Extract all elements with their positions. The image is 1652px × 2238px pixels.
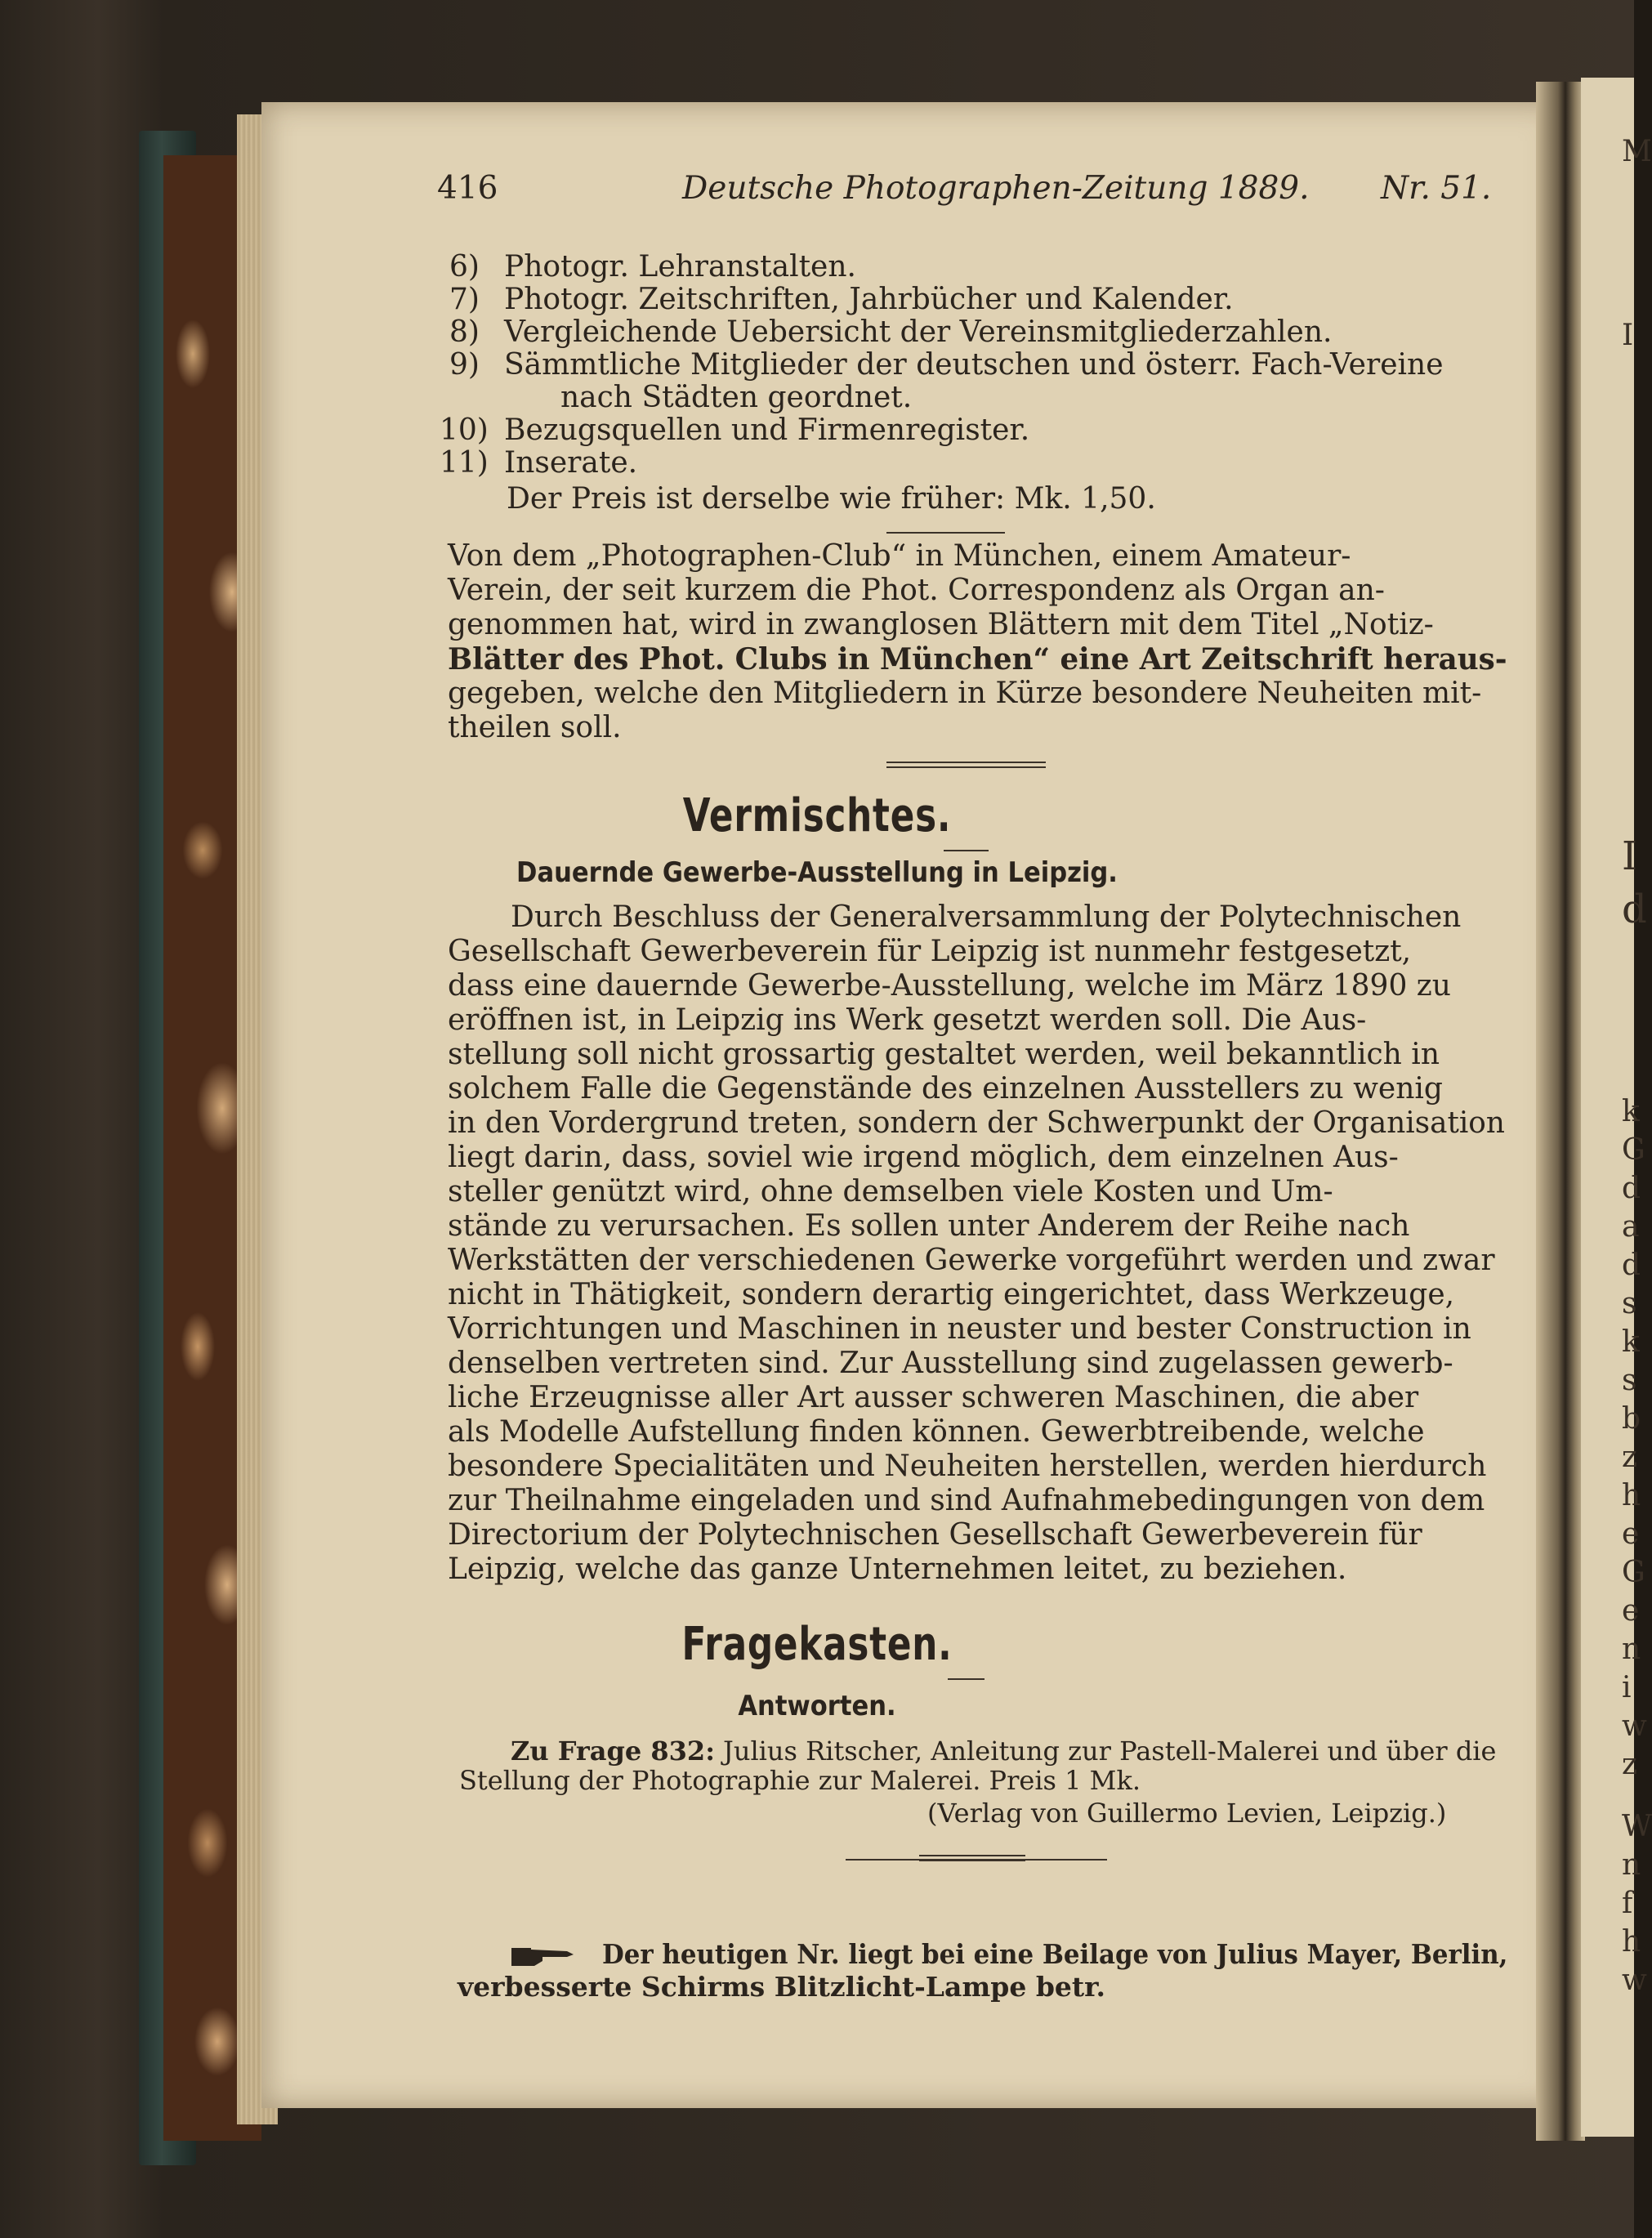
ornamental-rule-center [919,1855,1025,1861]
separator-rule [886,532,1005,534]
article-line: Werkstätten der verschiedenen Gewerke vorgeführt werden und zwar [448,1244,1495,1277]
pointing-hand-icon [510,1943,575,1971]
title-underline [944,850,989,851]
section-title-fragekasten: Fragekasten. [681,1618,953,1671]
edge-letter: s [1622,1287,1637,1320]
edge-letter: G [1622,1133,1645,1167]
article-line: als Modelle Aufstellung finden können. Gewerbtreibende, welche [448,1415,1425,1449]
answer-line: Julius Ritscher, Anleitung zur Pastell-Malerei und über die [723,1735,1497,1767]
article-line: solchem Falle die Gegenstände des einzelnen Ausstellers zu wenig [448,1072,1443,1106]
list-item: Photogr. Zeitschriften, Jahrbücher und Kalender. [504,283,1234,316]
edge-letter: z [1622,1748,1637,1781]
edge-letter: n [1622,1633,1641,1666]
list-number: 9) [449,348,480,382]
article-line: Leipzig, welche das ganze Unternehmen leitet, zu beziehen. [448,1552,1347,1586]
edge-letter: M [1622,135,1652,168]
edge-letter: w [1622,1963,1647,1997]
list-item: Inserate. [504,446,638,480]
article-line: steller genützt wird, ohne demselben viele Kosten und Um- [448,1175,1333,1208]
edge-letter: G [1622,1556,1645,1589]
club-notice-line: theilen soll. [448,711,622,744]
article-line: Gesellschaft Gewerbeverein für Leipzig ist nunmehr festgesetzt, [448,935,1412,968]
article-line: stände zu verursachen. Es sollen unter Anderem der Reihe nach [448,1209,1410,1243]
supplement-notice-line: verbesserte Schirms Blitzlicht-Lampe betr. [458,1971,1105,2003]
list-item-continuation: nach Städten geordnet. [560,381,913,414]
list-number: 6) [449,250,480,284]
issue-number: Nr. 51. [1381,170,1492,207]
edge-letter: h [1622,1479,1641,1512]
answer-line: Stellung der Photographie zur Malerei. Preis 1 Mk. [459,1765,1141,1796]
edge-letter: h [1622,1925,1641,1959]
article-line: besondere Specialitäten und Neuheiten herstellen, werden hierdurch [448,1450,1487,1483]
article-line: zur Theilnahme eingeladen und sind Aufnahmebedingungen von dem [448,1484,1485,1517]
journal-title: Deutsche Photographen-Zeitung 1889. [682,170,1310,207]
club-notice-line: Von dem „Photographen-Club“ in München, einem Amateur- [448,539,1351,573]
article-line: stellung soll nicht grossartig gestaltet werden, weil bekanntlich in [448,1038,1440,1071]
edge-letter: e [1622,1594,1640,1628]
list-number: 7) [449,283,480,316]
club-notice-line: gegeben, welche den Mitgliedern in Kürze besondere Neuheiten mit- [448,677,1482,710]
edge-letter: z [1622,1441,1637,1474]
page-number: 416 [437,170,498,207]
article-line: denselben vertreten sind. Zur Ausstellung sind zugelassen gewerb- [448,1347,1453,1380]
list-number: 11) [440,446,489,480]
article-line: eröffnen ist, in Leipzig ins Werk gesetzt werden soll. Die Aus- [448,1003,1367,1037]
article-line: dass eine dauernde Gewerbe-Ausstellung, welche im März 1890 zu [448,969,1451,1003]
edge-letter: d [1622,1249,1641,1282]
club-notice-line: Verein, der seit kurzem die Phot. Correspondenz als Organ an- [448,574,1385,607]
edge-letter: n [1622,1848,1641,1882]
supplement-notice-line: Der heutigen Nr. liegt bei eine Beilage von Julius Mayer, Berlin, [602,1938,1508,1970]
article-line: Durch Beschluss der Generalversammlung der Polytechnischen [511,900,1462,934]
edge-letter: d [1622,887,1647,932]
article-line: in den Vordergrund treten, sondern der Schwerpunkt der Organisation [448,1106,1505,1140]
answers-heading: Antworten. [738,1690,896,1722]
edge-letter: k [1622,1095,1640,1128]
edge-letter: k [1622,1325,1640,1359]
list-number: 10) [440,413,489,447]
edge-letter: b [1622,1402,1641,1436]
price-note: Der Preis ist derselbe wie früher: Mk. 1,50. [507,482,1156,516]
section-title-vermischtes: Vermischtes. [682,789,952,842]
article-line: Vorrichtungen und Maschinen in neuster und bester Construction in [448,1312,1471,1346]
list-item: Photogr. Lehranstalten. [504,250,856,284]
edge-letter: f [1622,1887,1633,1920]
question-reference: Zu Frage 832: [511,1735,715,1767]
list-item: Bezugsquellen und Firmenregister. [504,413,1030,447]
article-line: Directorium der Polytechnischen Gesellschaft Gewerbeverein für [448,1518,1422,1552]
edge-letter: w [1622,1709,1647,1743]
club-notice-line: genommen hat, wird in zwanglosen Blättern mit dem Titel „Notiz- [448,608,1434,641]
article-line: liegt darin, dass, soviel wie irgend möglich, dem einzelnen Aus- [448,1141,1399,1174]
article-line: liche Erzeugnisse aller Art ausser schweren Maschinen, die aber [448,1381,1419,1414]
edge-letter: W [1622,1810,1652,1843]
club-notice-line: Blätter des Phot. Clubs in München“ eine Art Zeitschrift heraus- [448,642,1507,677]
edge-letter: i [1622,1671,1632,1704]
article-line: nicht in Thätigkeit, sondern derartig eingerichtet, dass Werkzeuge, [448,1278,1455,1311]
title-underline [948,1678,985,1680]
list-number: 8) [449,315,480,349]
edge-letter: I [1622,319,1634,352]
book-gutter [1536,82,1585,2141]
section-divider [886,762,1046,768]
edge-letter: a [1622,1210,1640,1244]
list-item: Vergleichende Uebersicht der Vereinsmitgliederzahlen. [504,315,1333,349]
publisher-note: (Verlag von Guillermo Levien, Leipzig.) [927,1798,1447,1829]
list-item: Sämmtliche Mitglieder der deutschen und österr. Fach-Vereine [504,348,1444,382]
edge-letter: I [1622,833,1637,879]
edge-letter: d [1622,1172,1641,1205]
edge-letter: s [1622,1364,1637,1397]
article-heading: Dauernde Gewerbe-Ausstellung in Leipzig. [516,856,1118,889]
edge-letter: e [1622,1517,1640,1551]
